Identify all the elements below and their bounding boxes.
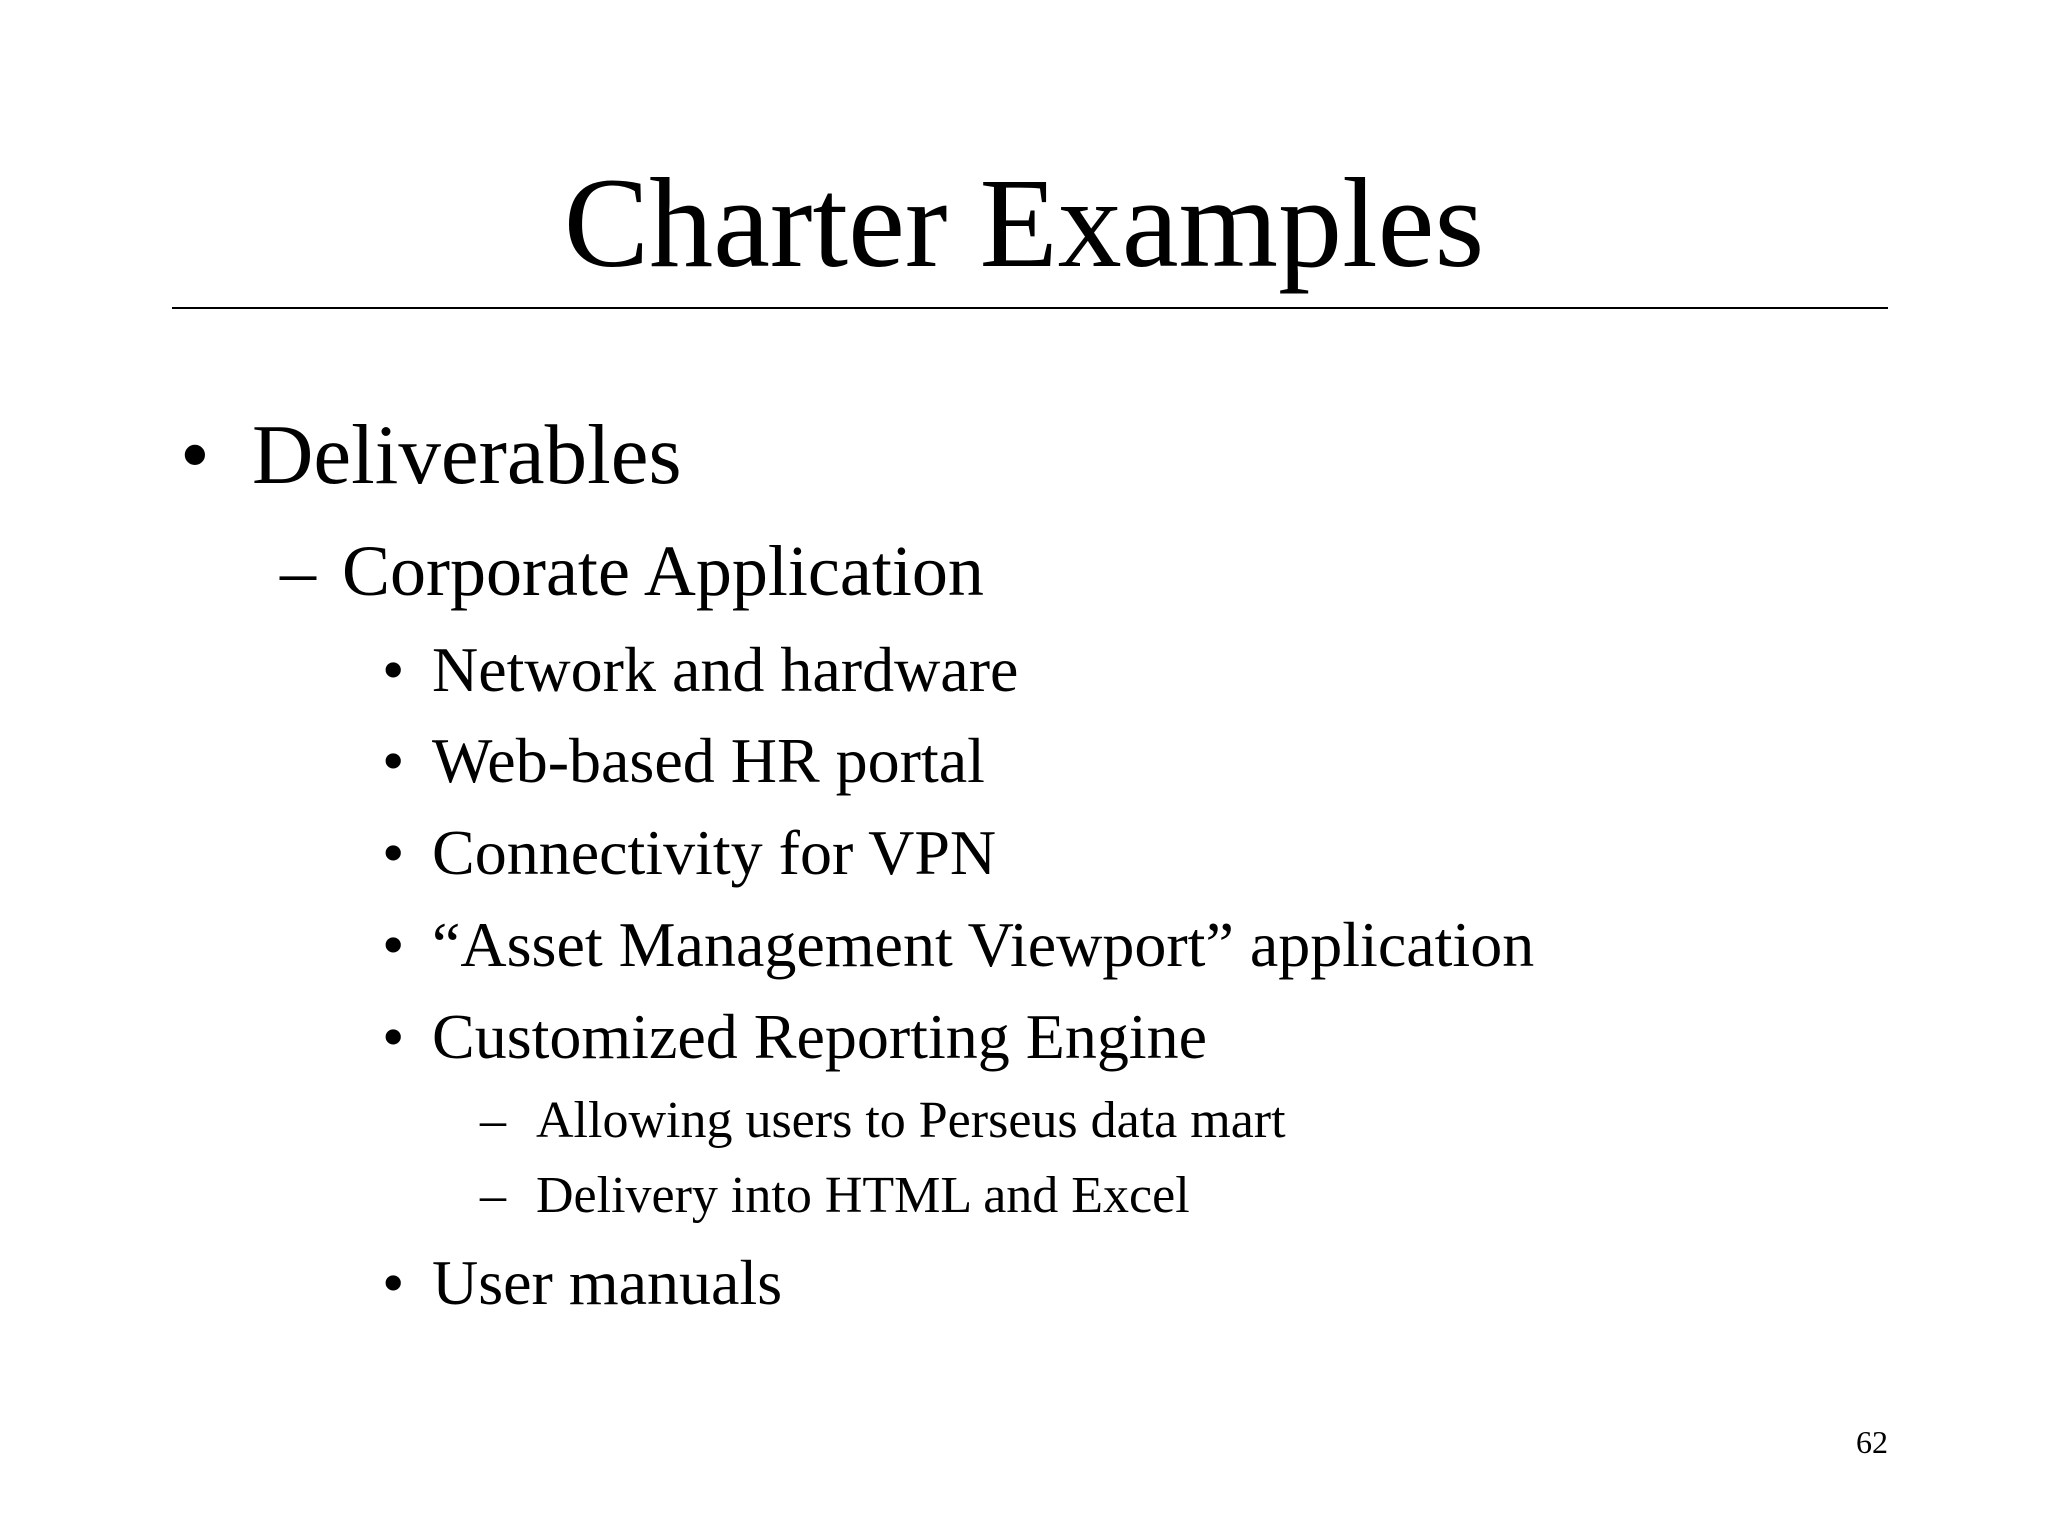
bullet-text: Deliverables <box>252 408 682 502</box>
page-number: 62 <box>1856 1424 1888 1460</box>
dash-marker: – <box>480 1092 506 1149</box>
subitem-text: Delivery into HTML and Excel <box>536 1167 1190 1224</box>
bullet-text: User manuals <box>432 1247 783 1318</box>
bullet-text: “Asset Management Viewport” application <box>432 909 1535 980</box>
bullet-marker: • <box>180 408 210 502</box>
bullet-text: Network and hardware <box>432 634 1019 705</box>
bullet-text: Customized Reporting Engine <box>432 1001 1207 1072</box>
bullet-marker: • <box>382 817 405 888</box>
bullet-text: Web-based HR portal <box>432 725 985 796</box>
dash-marker: – <box>280 531 316 611</box>
dash-marker: – <box>480 1167 506 1224</box>
subitem-text: Corporate Application <box>342 531 984 611</box>
bullet-marker: • <box>382 909 405 980</box>
bullet-marker: • <box>382 634 405 705</box>
bullet-text: Connectivity for VPN <box>432 817 997 888</box>
title-divider <box>172 307 1888 309</box>
subitem-text: Allowing users to Perseus data mart <box>536 1092 1286 1149</box>
bullet-marker: • <box>382 1247 405 1318</box>
bullet-marker: • <box>382 725 405 796</box>
bullet-marker: • <box>382 1001 405 1072</box>
slide-title: Charter Examples <box>563 152 1485 294</box>
